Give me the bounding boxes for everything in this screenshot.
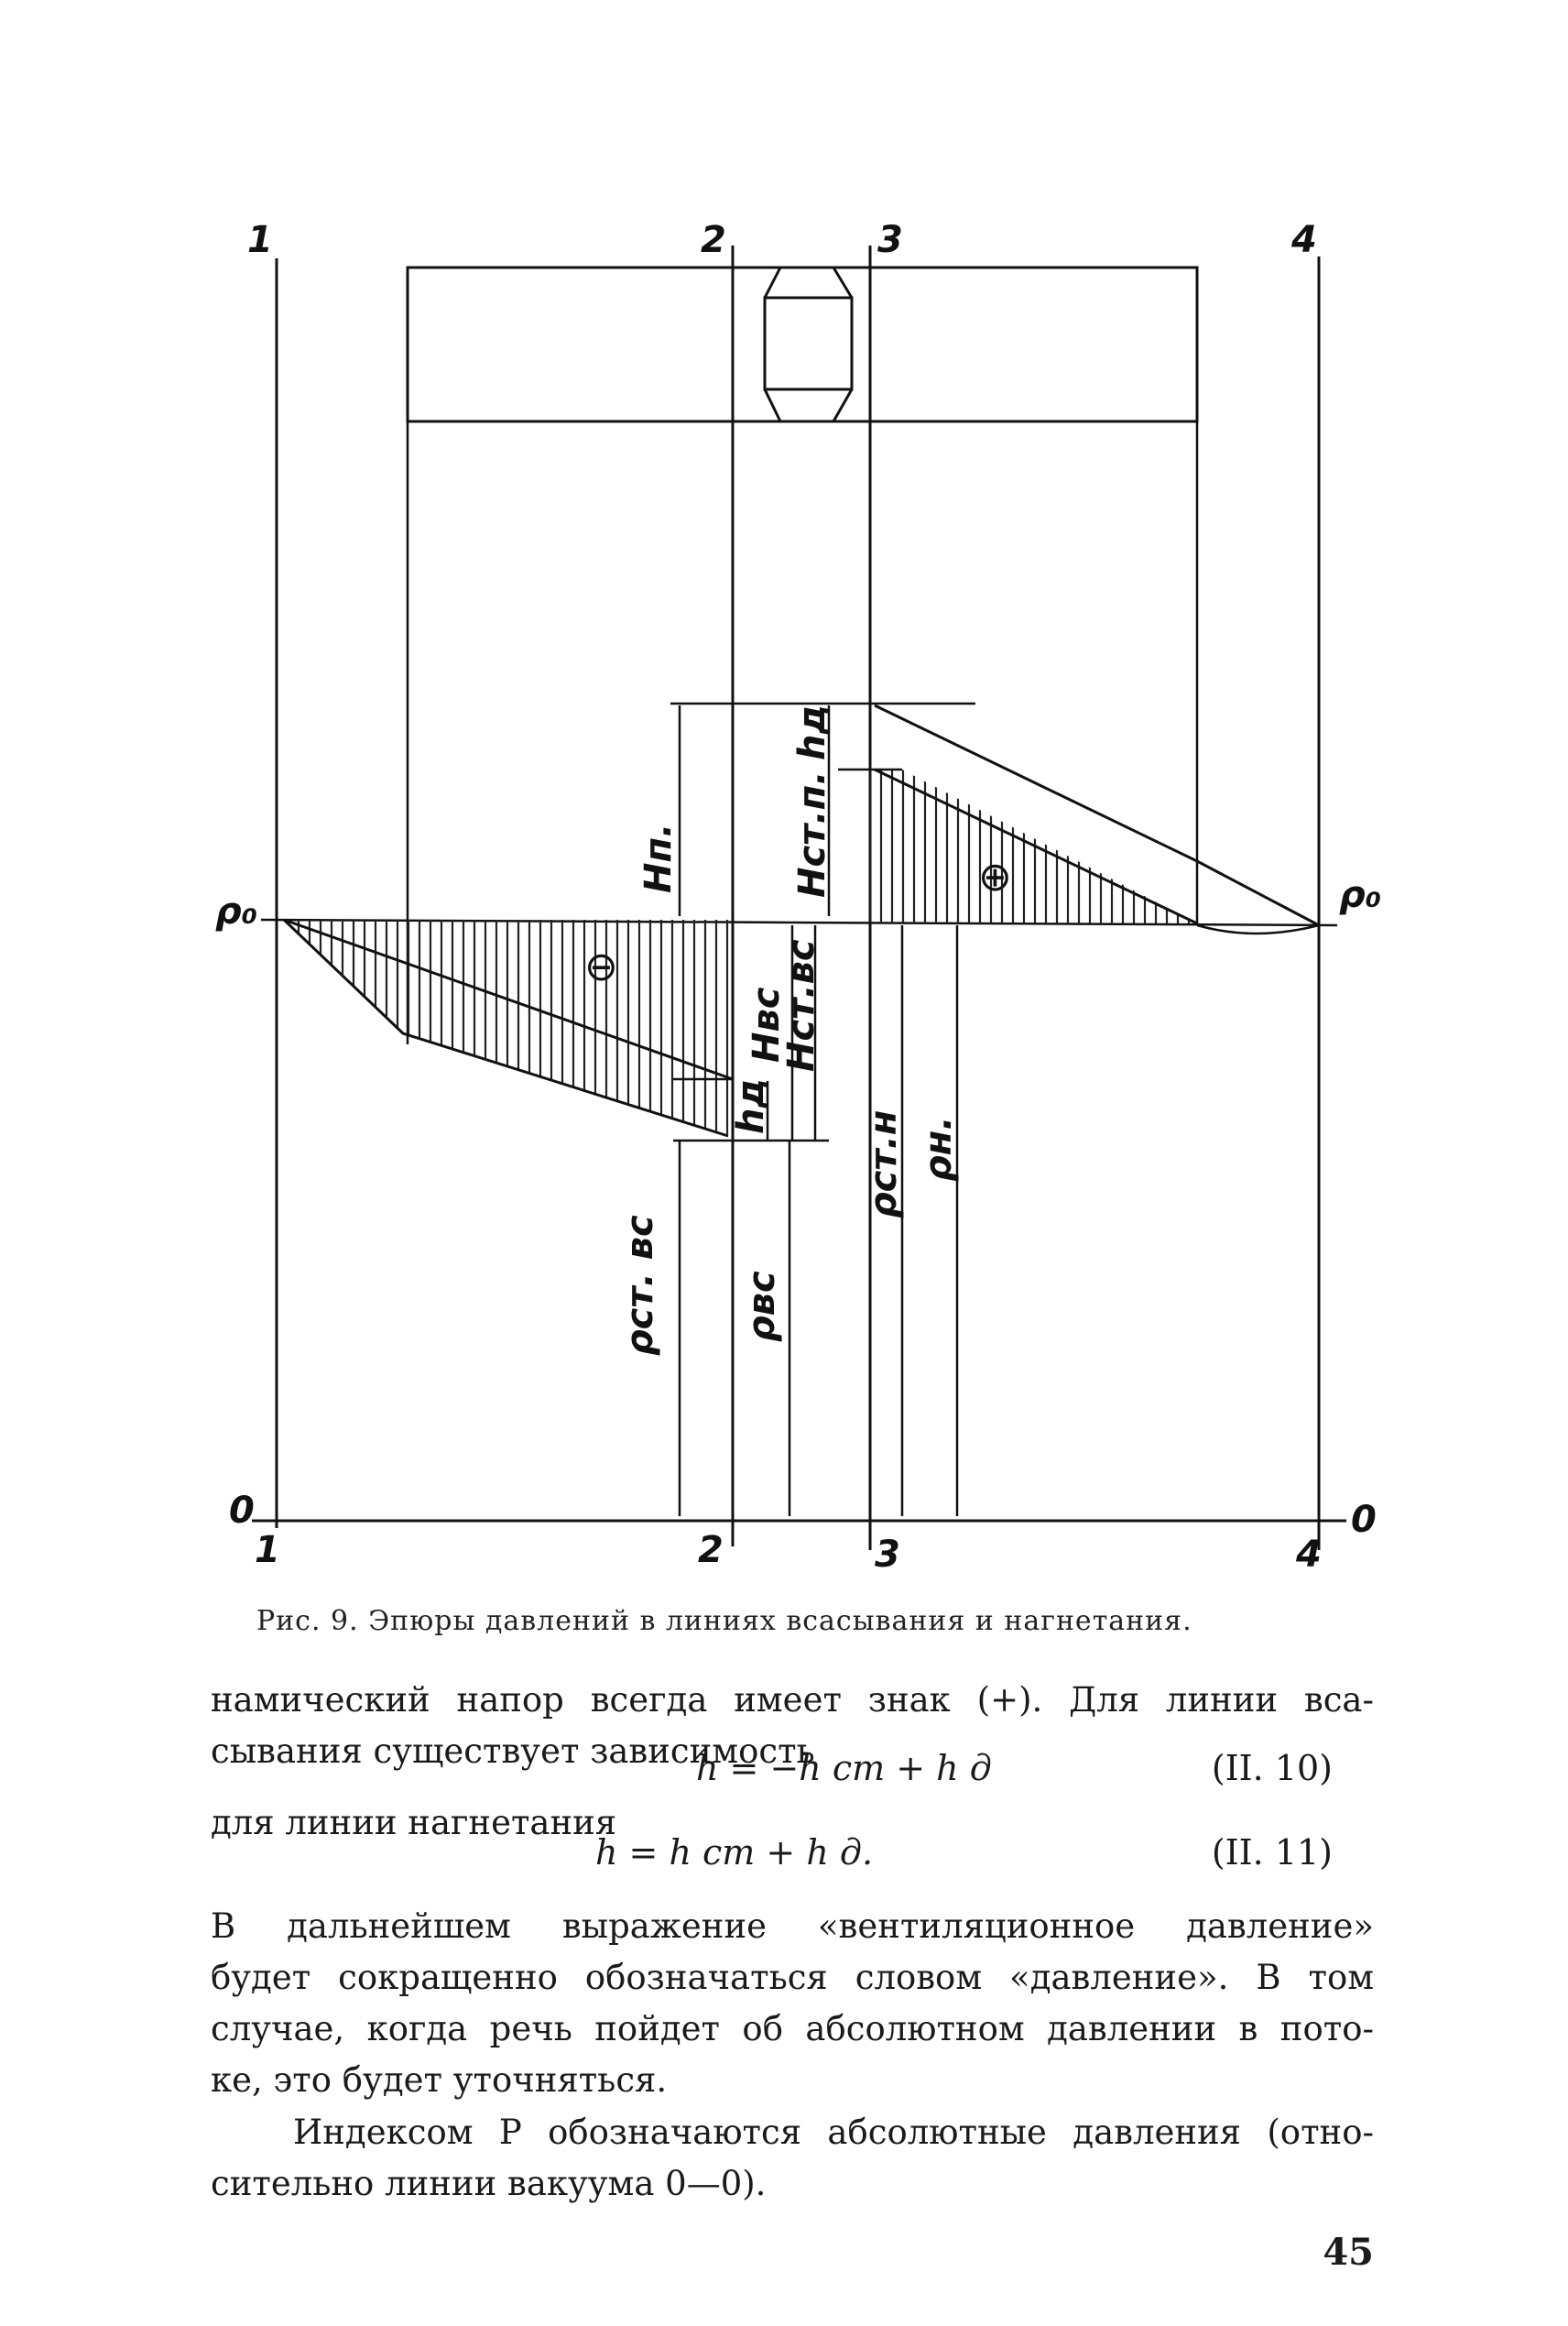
label-pn: ρн. (918, 1116, 960, 1182)
formula-1: h = −h ст + h д (696, 1748, 992, 1788)
paragraph-3 (211, 1901, 1374, 2106)
text-line: случае, когда речь пойдет об абсолютном давлении в пото- (211, 2009, 1374, 2048)
text-line: ке, это будет уточняться. (211, 2060, 668, 2100)
label-hn: Hп. (637, 823, 680, 893)
formula-row-2 (211, 1832, 1374, 1887)
section-label-top-2: 2 (701, 219, 726, 261)
label-hd-bottom: hд (730, 1078, 772, 1134)
section-label-bottom-2: 2 (698, 1529, 724, 1571)
section-label-top-1: 1 (247, 219, 273, 261)
suction-epure (284, 920, 733, 1136)
equation-number-1: (II. 10) (1211, 1748, 1333, 1788)
label-pvs: ρвс (741, 1271, 783, 1342)
minus-sign-icon: ⊖ (584, 944, 618, 990)
plus-sign-icon: ⊕ (978, 854, 1012, 901)
section-label-bottom-4: 4 (1296, 1534, 1322, 1576)
p0-label-right: ρ₀ (1339, 874, 1382, 916)
fan-icon (765, 268, 852, 421)
figure-caption: Рис. 9. Эпюры давлений в линиях всасывания и нагнетания. (256, 1605, 1192, 1637)
paragraph-2: для линии нагнетания (211, 1803, 617, 1842)
discharge-exit-curve (1197, 925, 1319, 934)
paragraph-4 (211, 2107, 1374, 2210)
label-pst-vs: ρст. вс (619, 1215, 661, 1356)
text-line: В дальнейшем выражение «вентиляционное давление» (211, 1906, 1374, 1946)
text-line: Индексом P обозначаются абсолютные давления (отно- (293, 2113, 1374, 2152)
label-hvs: Hвс (746, 987, 788, 1063)
formula-2: h = h ст + h д. (595, 1832, 874, 1873)
section-label-bottom-1: 1 (255, 1529, 280, 1571)
duct-box (408, 268, 1197, 421)
formula-row-1 (211, 1748, 1374, 1803)
text-line: сительно линии вакуума 0—0). (211, 2164, 767, 2203)
page-number: 45 (1323, 2231, 1374, 2274)
p0-label-left: ρ₀ (215, 890, 258, 933)
section-label-top-3: 3 (877, 219, 903, 261)
label-hst-n: Hст.п. (791, 770, 833, 898)
vacuum-label-right: 0 (1351, 1499, 1377, 1541)
section-label-bottom-3: 3 (875, 1534, 900, 1576)
equation-number-2: (II. 11) (1211, 1832, 1333, 1873)
text-line: будет сокращенно обозначаться словом «давление». В том (211, 1958, 1374, 1997)
label-pst-n: ρст.н (863, 1109, 905, 1218)
text-line: сывания существует зависимость (211, 1731, 815, 1771)
section-label-top-4: 4 (1291, 219, 1317, 261)
text-line: намический напор всегда имеет знак (+). Для линии вса- (211, 1680, 1374, 1720)
vacuum-label-left: 0 (229, 1490, 255, 1532)
label-hd-top: hд (791, 704, 833, 760)
label-hst-vs: Hст.вс (780, 939, 822, 1072)
